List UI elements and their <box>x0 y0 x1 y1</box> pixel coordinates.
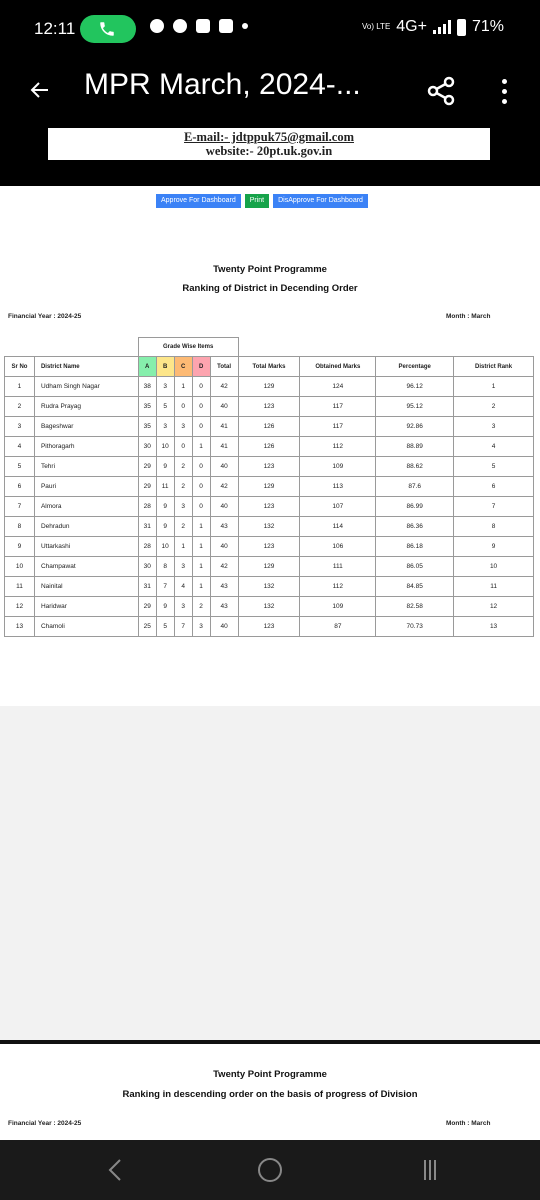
cell-percentage: 86.99 <box>376 497 454 517</box>
battery-percent: 71% <box>471 18 504 35</box>
cell-district-rank: 6 <box>454 477 534 497</box>
cell-obtained-marks: 113 <box>300 477 376 497</box>
cell-district: Bageshwar <box>34 417 138 437</box>
cell-grade-d: 0 <box>192 497 210 517</box>
cell-grade-a: 29 <box>138 477 156 497</box>
cell-obtained-marks: 117 <box>300 397 376 417</box>
cell-grade-a: 31 <box>138 517 156 537</box>
status-bar <box>0 0 540 58</box>
cell-district-rank: 4 <box>454 437 534 457</box>
cell-grade-c: 3 <box>174 557 192 577</box>
cell-total-marks: 132 <box>238 517 300 537</box>
cell-sr-no: 7 <box>5 497 35 517</box>
cell-grade-b: 7 <box>156 577 174 597</box>
cell-grade-c: 1 <box>174 537 192 557</box>
cell-sr-no: 3 <box>5 417 35 437</box>
cell-obtained-marks: 106 <box>300 537 376 557</box>
cell-obtained-marks: 109 <box>300 457 376 477</box>
cell-obtained-marks: 107 <box>300 497 376 517</box>
cell-grade-c: 3 <box>174 597 192 617</box>
app-notification-icon <box>196 19 210 33</box>
cell-grade-c: 2 <box>174 457 192 477</box>
cell-grade-c: 0 <box>174 437 192 457</box>
cell-district: Haridwar <box>34 597 138 617</box>
cell-district: Pithoragarh <box>34 437 138 457</box>
table-row <box>5 497 534 517</box>
cell-total-marks: 129 <box>238 477 300 497</box>
cell-grade-b: 3 <box>156 377 174 397</box>
cell-grade-b: 5 <box>156 617 174 637</box>
system-nav-bar <box>0 1140 540 1200</box>
cell-grade-a: 29 <box>138 457 156 477</box>
dot-icon <box>502 89 507 94</box>
cell-percentage: 88.62 <box>376 457 454 477</box>
approve-dashboard-button[interactable]: Approve For Dashboard <box>156 194 241 208</box>
cell-grade-d: 1 <box>192 557 210 577</box>
cell-obtained-marks: 124 <box>300 377 376 397</box>
cell-grade-b: 11 <box>156 477 174 497</box>
table-body <box>5 377 534 637</box>
notification-icons <box>150 19 248 33</box>
cell-grade-c: 7 <box>174 617 192 637</box>
grade-header-row <box>5 338 534 357</box>
disapprove-dashboard-button[interactable]: DisApprove For Dashboard <box>273 194 368 208</box>
cell-district-rank: 1 <box>454 377 534 397</box>
cell-grade-c: 2 <box>174 517 192 537</box>
cell-grade-a: 38 <box>138 377 156 397</box>
cell-total: 41 <box>210 437 238 457</box>
cell-grade-d: 1 <box>192 537 210 557</box>
cell-obtained-marks: 111 <box>300 557 376 577</box>
system-indicators <box>362 18 504 36</box>
cell-total-marks: 123 <box>238 617 300 637</box>
cell-district: Dehradun <box>34 517 138 537</box>
cell-grade-a: 25 <box>138 617 156 637</box>
table-row <box>5 577 534 597</box>
cell-district: Chamoli <box>34 617 138 637</box>
col-district: District Name <box>34 357 138 377</box>
cell-obtained-marks: 112 <box>300 437 376 457</box>
cell-total-marks: 126 <box>238 417 300 437</box>
table-row <box>5 457 534 477</box>
cell-grade-b: 9 <box>156 457 174 477</box>
cell-grade-c: 0 <box>174 397 192 417</box>
col-grade-a: A <box>138 357 156 377</box>
table-row <box>5 377 534 397</box>
cell-grade-d: 0 <box>192 377 210 397</box>
document-title: MPR March, 2024-... <box>84 68 361 101</box>
grade-wise-header: Grade Wise Items <box>138 338 238 357</box>
cell-grade-a: 29 <box>138 597 156 617</box>
cell-district: Uttarkashi <box>34 537 138 557</box>
contact-website[interactable]: website:- 20pt.uk.gov.in <box>205 144 333 158</box>
cell-grade-a: 31 <box>138 577 156 597</box>
cell-total: 40 <box>210 457 238 477</box>
table-row <box>5 537 534 557</box>
cell-total: 43 <box>210 577 238 597</box>
col-obtained-marks: Obtained Marks <box>300 357 376 377</box>
table-row <box>5 517 534 537</box>
cell-percentage: 95.12 <box>376 397 454 417</box>
cell-grade-c: 3 <box>174 497 192 517</box>
cell-district-rank: 10 <box>454 557 534 577</box>
cell-sr-no: 12 <box>5 597 35 617</box>
col-district-rank: District Rank <box>454 357 534 377</box>
cell-sr-no: 13 <box>5 617 35 637</box>
cell-district-rank: 12 <box>454 597 534 617</box>
share-button[interactable] <box>424 74 458 108</box>
cell-total: 42 <box>210 477 238 497</box>
cell-grade-b: 8 <box>156 557 174 577</box>
table-row <box>5 597 534 617</box>
nav-recents-icon[interactable] <box>424 1160 436 1180</box>
more-notifications-dot <box>242 23 248 29</box>
cell-percentage: 96.12 <box>376 377 454 397</box>
cell-grade-a: 28 <box>138 537 156 557</box>
cell-obtained-marks: 112 <box>300 577 376 597</box>
network-type: 4G+ <box>396 18 427 35</box>
col-sr-no: Sr No <box>5 357 35 377</box>
app-notification-icon <box>219 19 233 33</box>
cell-percentage: 86.18 <box>376 537 454 557</box>
cell-percentage: 84.85 <box>376 577 454 597</box>
page2-financial-year: Financial Year : 2024-25 <box>8 1120 82 1127</box>
month-label: Month : March <box>446 313 491 320</box>
cell-grade-a: 28 <box>138 497 156 517</box>
cell-district-rank: 13 <box>454 617 534 637</box>
cell-percentage: 92.86 <box>376 417 454 437</box>
volte-indicator: Vo) LTE <box>361 22 391 31</box>
contact-header <box>48 128 490 160</box>
cell-grade-a: 30 <box>138 557 156 577</box>
cell-grade-d: 1 <box>192 437 210 457</box>
cell-district-rank: 9 <box>454 537 534 557</box>
cell-percentage: 70.73 <box>376 617 454 637</box>
page2-title: Twenty Point Programme <box>213 1069 327 1080</box>
cell-grade-d: 0 <box>192 397 210 417</box>
col-grade-c: C <box>174 357 192 377</box>
cell-district: Tehri <box>34 457 138 477</box>
table-row <box>5 477 534 497</box>
cell-total: 40 <box>210 537 238 557</box>
cell-grade-a: 35 <box>138 417 156 437</box>
cell-total-marks: 123 <box>238 537 300 557</box>
col-percentage: Percentage <box>376 357 454 377</box>
chat-icon <box>150 19 164 33</box>
cell-district-rank: 11 <box>454 577 534 597</box>
cell-sr-no: 8 <box>5 517 35 537</box>
financial-year: Financial Year : 2024-25 <box>8 313 82 320</box>
table-header-row <box>5 357 534 377</box>
cell-grade-d: 1 <box>192 577 210 597</box>
cell-district: Champawat <box>34 557 138 577</box>
col-grade-d: D <box>192 357 210 377</box>
cell-district: Nainital <box>34 577 138 597</box>
cell-percentage: 82.58 <box>376 597 454 617</box>
district-ranking-table <box>4 337 534 637</box>
cell-district-rank: 7 <box>454 497 534 517</box>
col-grade-b: B <box>156 357 174 377</box>
cell-grade-a: 35 <box>138 397 156 417</box>
arrow-left-icon <box>28 78 52 102</box>
whatsapp-icon <box>173 19 187 33</box>
table-row <box>5 617 534 637</box>
cell-grade-b: 10 <box>156 437 174 457</box>
table-row <box>5 417 534 437</box>
cell-sr-no: 10 <box>5 557 35 577</box>
document-page-2 <box>0 1040 540 1140</box>
cell-total: 40 <box>210 497 238 517</box>
cell-total-marks: 132 <box>238 577 300 597</box>
print-button[interactable]: Print <box>245 194 269 208</box>
cell-obtained-marks: 109 <box>300 597 376 617</box>
table-row <box>5 557 534 577</box>
cell-grade-b: 5 <box>156 397 174 417</box>
cell-total: 41 <box>210 417 238 437</box>
cell-grade-c: 2 <box>174 477 192 497</box>
phone-icon <box>98 20 116 38</box>
cell-grade-b: 9 <box>156 497 174 517</box>
cell-total: 40 <box>210 397 238 417</box>
cell-total: 43 <box>210 517 238 537</box>
cell-sr-no: 4 <box>5 437 35 457</box>
cell-district: Udham Singh Nagar <box>34 377 138 397</box>
cell-grade-b: 3 <box>156 417 174 437</box>
dot-icon <box>502 99 507 104</box>
cell-total: 42 <box>210 377 238 397</box>
cell-obtained-marks: 87 <box>300 617 376 637</box>
table-row <box>5 437 534 457</box>
document-page-1 <box>0 186 540 706</box>
cell-total-marks: 132 <box>238 597 300 617</box>
cell-total-marks: 126 <box>238 437 300 457</box>
page-subtitle: Ranking of District in Decending Order <box>182 283 358 294</box>
col-total-marks: Total Marks <box>238 357 300 377</box>
cell-grade-d: 0 <box>192 457 210 477</box>
nav-home-icon[interactable] <box>258 1158 282 1182</box>
cell-grade-d: 3 <box>192 617 210 637</box>
cell-total: 42 <box>210 557 238 577</box>
cell-sr-no: 11 <box>5 577 35 597</box>
cell-sr-no: 2 <box>5 397 35 417</box>
cell-sr-no: 1 <box>5 377 35 397</box>
cell-district: Almora <box>34 497 138 517</box>
ongoing-call-chip[interactable] <box>80 15 136 43</box>
cell-sr-no: 9 <box>5 537 35 557</box>
page-title: Twenty Point Programme <box>213 264 327 275</box>
cell-sr-no: 5 <box>5 457 35 477</box>
cell-percentage: 86.05 <box>376 557 454 577</box>
cell-total-marks: 123 <box>238 457 300 477</box>
cell-obtained-marks: 117 <box>300 417 376 437</box>
table-row <box>5 397 534 417</box>
cell-district-rank: 8 <box>454 517 534 537</box>
cell-obtained-marks: 114 <box>300 517 376 537</box>
cell-total-marks: 123 <box>238 397 300 417</box>
cell-sr-no: 6 <box>5 477 35 497</box>
cell-grade-c: 3 <box>174 417 192 437</box>
share-icon <box>424 74 458 108</box>
status-time: 12:11 <box>34 19 76 38</box>
cell-total-marks: 129 <box>238 557 300 577</box>
page-gap <box>0 706 540 1040</box>
cell-grade-d: 1 <box>192 517 210 537</box>
dot-icon <box>502 79 507 84</box>
cell-total-marks: 129 <box>238 377 300 397</box>
cell-grade-c: 1 <box>174 377 192 397</box>
cell-district-rank: 2 <box>454 397 534 417</box>
page2-month: Month : March <box>446 1120 491 1127</box>
cell-percentage: 86.36 <box>376 517 454 537</box>
action-buttons <box>156 194 368 208</box>
col-total: Total <box>210 357 238 377</box>
cell-grade-d: 0 <box>192 417 210 437</box>
cell-grade-b: 9 <box>156 597 174 617</box>
cell-district: Rudra Prayag <box>34 397 138 417</box>
page2-subtitle: Ranking in descending order on the basis of progress of Division <box>122 1089 418 1100</box>
contact-email[interactable]: E-mail:- jdtppuk75@gmail.com <box>184 130 354 144</box>
app-bar <box>0 58 540 126</box>
cell-total: 40 <box>210 617 238 637</box>
cell-grade-a: 30 <box>138 437 156 457</box>
cell-grade-d: 0 <box>192 477 210 497</box>
cell-district-rank: 5 <box>454 457 534 477</box>
cell-district: Pauri <box>34 477 138 497</box>
cell-grade-c: 4 <box>174 577 192 597</box>
battery-icon <box>457 19 466 36</box>
cell-grade-b: 10 <box>156 537 174 557</box>
cell-percentage: 88.89 <box>376 437 454 457</box>
cell-district-rank: 3 <box>454 417 534 437</box>
cell-percentage: 87.6 <box>376 477 454 497</box>
more-options-button[interactable] <box>492 72 516 110</box>
signal-icon <box>433 20 451 34</box>
cell-total-marks: 123 <box>238 497 300 517</box>
back-button[interactable] <box>24 74 56 106</box>
cell-grade-d: 2 <box>192 597 210 617</box>
cell-grade-b: 9 <box>156 517 174 537</box>
cell-total: 43 <box>210 597 238 617</box>
nav-back-icon[interactable] <box>104 1156 128 1184</box>
